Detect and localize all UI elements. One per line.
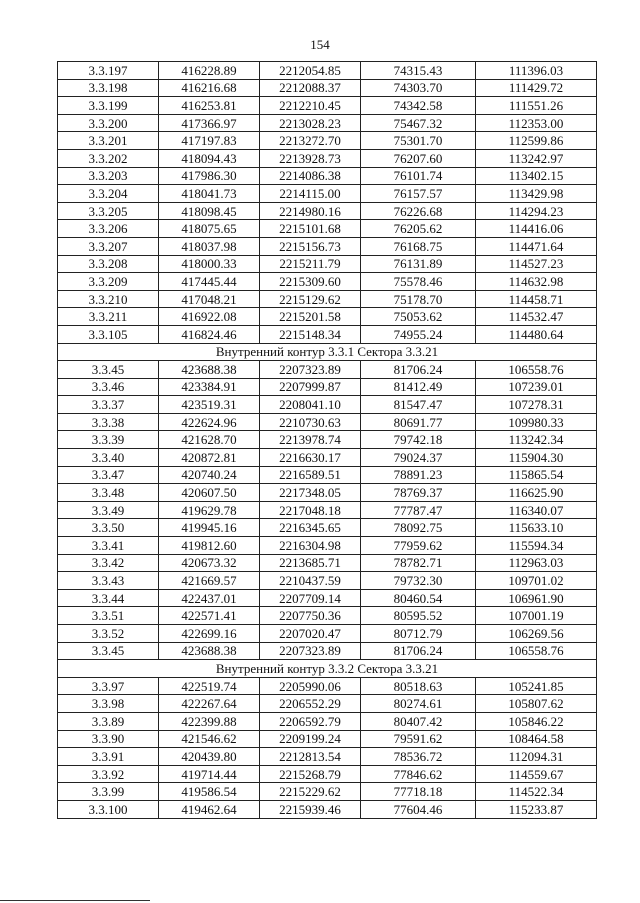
coord-y-cell: 2216304.98 — [260, 537, 361, 555]
coord-y-cell: 2215129.62 — [260, 290, 361, 308]
coord-y2-cell: 115594.34 — [476, 537, 597, 555]
coord-x2-cell: 80460.54 — [361, 589, 476, 607]
coord-x2-cell: 77604.46 — [361, 800, 476, 818]
coord-y2-cell: 107239.01 — [476, 378, 597, 396]
coord-y2-cell: 114632.98 — [476, 273, 597, 291]
coord-x2-cell: 80518.63 — [361, 677, 476, 695]
table-row — [58, 730, 597, 748]
table-row — [58, 255, 597, 273]
coord-y2-cell: 114458.71 — [476, 290, 597, 308]
coord-x2-cell: 79742.18 — [361, 431, 476, 449]
coord-y-cell: 2212088.37 — [260, 79, 361, 97]
coord-x2-cell: 75053.62 — [361, 308, 476, 326]
point-id-cell: 3.3.89 — [58, 712, 159, 730]
table-row — [58, 501, 597, 519]
coord-y2-cell: 114416.06 — [476, 220, 597, 238]
coord-y-cell: 2206592.79 — [260, 712, 361, 730]
coord-x2-cell: 81412.49 — [361, 378, 476, 396]
coord-y-cell: 2207323.89 — [260, 361, 361, 379]
coord-y2-cell: 111429.72 — [476, 79, 597, 97]
coord-x-cell: 423384.91 — [159, 378, 260, 396]
coord-y-cell: 2210437.59 — [260, 572, 361, 590]
coord-y2-cell: 106558.76 — [476, 642, 597, 660]
coord-x-cell: 417986.30 — [159, 167, 260, 185]
point-id-cell: 3.3.42 — [58, 554, 159, 572]
table-row — [58, 695, 597, 713]
section-header-row — [58, 660, 597, 678]
coord-y-cell: 2207323.89 — [260, 642, 361, 660]
coord-y-cell: 2207020.47 — [260, 625, 361, 643]
coord-x-cell: 418000.33 — [159, 255, 260, 273]
point-id-cell: 3.3.99 — [58, 783, 159, 801]
point-id-cell: 3.3.97 — [58, 677, 159, 695]
coord-x2-cell: 75178.70 — [361, 290, 476, 308]
coordinates-table-body — [58, 62, 597, 819]
coord-y2-cell: 112094.31 — [476, 748, 597, 766]
coord-y2-cell: 116340.07 — [476, 501, 597, 519]
coord-x-cell: 420673.32 — [159, 554, 260, 572]
coord-x-cell: 421669.57 — [159, 572, 260, 590]
point-id-cell: 3.3.206 — [58, 220, 159, 238]
coord-x-cell: 422437.01 — [159, 589, 260, 607]
coord-y2-cell: 111551.26 — [476, 97, 597, 115]
table-row — [58, 712, 597, 730]
coord-x-cell: 417197.83 — [159, 132, 260, 150]
table-row — [58, 519, 597, 537]
coord-y2-cell: 114480.64 — [476, 325, 597, 343]
coord-x2-cell: 74342.58 — [361, 97, 476, 115]
coord-x2-cell: 74303.70 — [361, 79, 476, 97]
coord-y-cell: 2215211.79 — [260, 255, 361, 273]
coord-y2-cell: 113402.15 — [476, 167, 597, 185]
coord-x-cell: 420439.80 — [159, 748, 260, 766]
table-row — [58, 325, 597, 343]
table-row — [58, 537, 597, 555]
table-row — [58, 167, 597, 185]
coord-y2-cell: 113429.98 — [476, 185, 597, 203]
coord-x-cell: 416253.81 — [159, 97, 260, 115]
coord-y-cell: 2216589.51 — [260, 466, 361, 484]
coord-x2-cell: 77846.62 — [361, 765, 476, 783]
table-row — [58, 202, 597, 220]
coord-y-cell: 2207750.36 — [260, 607, 361, 625]
coord-x2-cell: 76131.89 — [361, 255, 476, 273]
point-id-cell: 3.3.92 — [58, 765, 159, 783]
coord-y-cell: 2217048.18 — [260, 501, 361, 519]
coord-y2-cell: 107001.19 — [476, 607, 597, 625]
coord-x2-cell: 76207.60 — [361, 149, 476, 167]
coord-y2-cell: 114522.34 — [476, 783, 597, 801]
point-id-cell: 3.3.197 — [58, 62, 159, 80]
coord-x2-cell: 80691.77 — [361, 413, 476, 431]
point-id-cell: 3.3.201 — [58, 132, 159, 150]
coord-x2-cell: 78782.71 — [361, 554, 476, 572]
coord-x-cell: 423519.31 — [159, 396, 260, 414]
coord-x2-cell: 75467.32 — [361, 114, 476, 132]
coord-y2-cell: 115865.54 — [476, 466, 597, 484]
table-row — [58, 607, 597, 625]
point-id-cell: 3.3.41 — [58, 537, 159, 555]
coord-y-cell: 2214115.00 — [260, 185, 361, 203]
point-id-cell: 3.3.46 — [58, 378, 159, 396]
coord-y-cell: 2213028.23 — [260, 114, 361, 132]
footer-rule — [0, 900, 150, 901]
coord-x2-cell: 75301.70 — [361, 132, 476, 150]
table-row — [58, 449, 597, 467]
coord-y-cell: 2215268.79 — [260, 765, 361, 783]
coord-y-cell: 2215229.62 — [260, 783, 361, 801]
coord-x2-cell: 81706.24 — [361, 642, 476, 660]
coord-x2-cell: 78536.72 — [361, 748, 476, 766]
coord-x-cell: 418041.73 — [159, 185, 260, 203]
coord-y2-cell: 114532.47 — [476, 308, 597, 326]
point-id-cell: 3.3.43 — [58, 572, 159, 590]
coord-x-cell: 419714.44 — [159, 765, 260, 783]
coord-y2-cell: 107278.31 — [476, 396, 597, 414]
point-id-cell: 3.3.40 — [58, 449, 159, 467]
point-id-cell: 3.3.200 — [58, 114, 159, 132]
coord-x-cell: 422624.96 — [159, 413, 260, 431]
table-row — [58, 308, 597, 326]
coord-y-cell: 2213685.71 — [260, 554, 361, 572]
table-row — [58, 800, 597, 818]
coord-y-cell: 2213928.73 — [260, 149, 361, 167]
point-id-cell: 3.3.47 — [58, 466, 159, 484]
coord-x2-cell: 77959.62 — [361, 537, 476, 555]
table-row — [58, 554, 597, 572]
point-id-cell: 3.3.45 — [58, 361, 159, 379]
point-id-cell: 3.3.203 — [58, 167, 159, 185]
table-row — [58, 132, 597, 150]
coord-x-cell: 418075.65 — [159, 220, 260, 238]
coord-y2-cell: 114294.23 — [476, 202, 597, 220]
coord-x2-cell: 77718.18 — [361, 783, 476, 801]
coord-x2-cell: 79024.37 — [361, 449, 476, 467]
coord-x-cell: 419586.54 — [159, 783, 260, 801]
point-id-cell: 3.3.48 — [58, 484, 159, 502]
coord-x-cell: 417048.21 — [159, 290, 260, 308]
coord-y2-cell: 109701.02 — [476, 572, 597, 590]
coord-y2-cell: 108464.58 — [476, 730, 597, 748]
coord-y2-cell: 105846.22 — [476, 712, 597, 730]
coord-x2-cell: 78769.37 — [361, 484, 476, 502]
table-row — [58, 62, 597, 80]
coord-x2-cell: 75578.46 — [361, 273, 476, 291]
coord-x-cell: 420740.24 — [159, 466, 260, 484]
coord-x-cell: 416922.08 — [159, 308, 260, 326]
table-row — [58, 149, 597, 167]
coord-y2-cell: 109980.33 — [476, 413, 597, 431]
coord-y-cell: 2209199.24 — [260, 730, 361, 748]
point-id-cell: 3.3.98 — [58, 695, 159, 713]
point-id-cell: 3.3.204 — [58, 185, 159, 203]
coord-y2-cell: 115633.10 — [476, 519, 597, 537]
coord-y-cell: 2208041.10 — [260, 396, 361, 414]
point-id-cell: 3.3.39 — [58, 431, 159, 449]
coord-y2-cell: 106558.76 — [476, 361, 597, 379]
point-id-cell: 3.3.208 — [58, 255, 159, 273]
point-id-cell: 3.3.210 — [58, 290, 159, 308]
coord-y-cell: 2207709.14 — [260, 589, 361, 607]
coord-x-cell: 421628.70 — [159, 431, 260, 449]
point-id-cell: 3.3.209 — [58, 273, 159, 291]
coord-x-cell: 422571.41 — [159, 607, 260, 625]
coord-x2-cell: 78891.23 — [361, 466, 476, 484]
table-row — [58, 765, 597, 783]
coord-x2-cell: 76101.74 — [361, 167, 476, 185]
coord-y-cell: 2205990.06 — [260, 677, 361, 695]
coord-x2-cell: 78092.75 — [361, 519, 476, 537]
coord-y-cell: 2212054.85 — [260, 62, 361, 80]
coord-x-cell: 421546.62 — [159, 730, 260, 748]
point-id-cell: 3.3.90 — [58, 730, 159, 748]
coord-x2-cell: 80274.61 — [361, 695, 476, 713]
coord-y2-cell: 114527.23 — [476, 255, 597, 273]
section-header-row — [58, 343, 597, 361]
table-row — [58, 783, 597, 801]
coord-y-cell: 2215939.46 — [260, 800, 361, 818]
coord-y-cell: 2213272.70 — [260, 132, 361, 150]
coord-y2-cell: 113242.34 — [476, 431, 597, 449]
coord-x-cell: 420872.81 — [159, 449, 260, 467]
coord-x-cell: 419812.60 — [159, 537, 260, 555]
coord-y-cell: 2212210.45 — [260, 97, 361, 115]
section-title: Внутренний контур 3.3.1 Сектора 3.3.21 — [58, 343, 597, 361]
coord-x-cell: 422399.88 — [159, 712, 260, 730]
point-id-cell: 3.3.100 — [58, 800, 159, 818]
coord-y2-cell: 105241.85 — [476, 677, 597, 695]
coord-x2-cell: 81706.24 — [361, 361, 476, 379]
coord-x2-cell: 76157.57 — [361, 185, 476, 203]
coord-y-cell: 2216345.65 — [260, 519, 361, 537]
point-id-cell: 3.3.202 — [58, 149, 159, 167]
coord-x-cell: 419462.64 — [159, 800, 260, 818]
table-row — [58, 466, 597, 484]
coord-x2-cell: 79591.62 — [361, 730, 476, 748]
coord-y2-cell: 114559.67 — [476, 765, 597, 783]
coord-x2-cell: 79732.30 — [361, 572, 476, 590]
table-row — [58, 431, 597, 449]
point-id-cell: 3.3.51 — [58, 607, 159, 625]
table-row — [58, 361, 597, 379]
coord-x-cell: 416228.89 — [159, 62, 260, 80]
coord-x-cell: 416824.46 — [159, 325, 260, 343]
coord-x-cell: 423688.38 — [159, 642, 260, 660]
coord-x-cell: 422699.16 — [159, 625, 260, 643]
coord-x-cell: 419629.78 — [159, 501, 260, 519]
coord-x-cell: 417366.97 — [159, 114, 260, 132]
coord-y-cell: 2214980.16 — [260, 202, 361, 220]
page-number: 154 — [310, 37, 330, 52]
coord-x2-cell: 74315.43 — [361, 62, 476, 80]
coord-x2-cell: 80595.52 — [361, 607, 476, 625]
coord-x-cell: 418037.98 — [159, 237, 260, 255]
table-row — [58, 185, 597, 203]
table-row — [58, 378, 597, 396]
point-id-cell: 3.3.205 — [58, 202, 159, 220]
coord-y2-cell: 112963.03 — [476, 554, 597, 572]
coord-y2-cell: 115904.30 — [476, 449, 597, 467]
coord-y-cell: 2216630.17 — [260, 449, 361, 467]
table-row — [58, 79, 597, 97]
coord-y2-cell: 106269.56 — [476, 625, 597, 643]
coord-x-cell: 423688.38 — [159, 361, 260, 379]
coord-y-cell: 2215101.68 — [260, 220, 361, 238]
point-id-cell: 3.3.198 — [58, 79, 159, 97]
coord-y2-cell: 113242.97 — [476, 149, 597, 167]
coord-y2-cell: 114471.64 — [476, 237, 597, 255]
table-row — [58, 589, 597, 607]
point-id-cell: 3.3.207 — [58, 237, 159, 255]
table-row — [58, 273, 597, 291]
table-row — [58, 484, 597, 502]
point-id-cell: 3.3.91 — [58, 748, 159, 766]
coord-y-cell: 2214086.38 — [260, 167, 361, 185]
coordinates-table — [57, 61, 597, 819]
table-row — [58, 220, 597, 238]
coord-x2-cell: 81547.47 — [361, 396, 476, 414]
coord-x2-cell: 76226.68 — [361, 202, 476, 220]
point-id-cell: 3.3.199 — [58, 97, 159, 115]
coord-y2-cell: 111396.03 — [476, 62, 597, 80]
point-id-cell: 3.3.38 — [58, 413, 159, 431]
coord-x2-cell: 76168.75 — [361, 237, 476, 255]
coord-x-cell: 418098.45 — [159, 202, 260, 220]
table-row — [58, 677, 597, 695]
coord-y-cell: 2217348.05 — [260, 484, 361, 502]
section-title: Внутренний контур 3.3.2 Сектора 3.3.21 — [58, 660, 597, 678]
coord-x-cell: 422519.74 — [159, 677, 260, 695]
table-row — [58, 572, 597, 590]
coord-y-cell: 2215156.73 — [260, 237, 361, 255]
coord-y-cell: 2206552.29 — [260, 695, 361, 713]
coord-y2-cell: 112353.00 — [476, 114, 597, 132]
coord-y2-cell: 105807.62 — [476, 695, 597, 713]
table-row — [58, 237, 597, 255]
point-id-cell: 3.3.44 — [58, 589, 159, 607]
coord-y-cell: 2210730.63 — [260, 413, 361, 431]
coord-x-cell: 420607.50 — [159, 484, 260, 502]
coord-x-cell: 416216.68 — [159, 79, 260, 97]
coord-x2-cell: 74955.24 — [361, 325, 476, 343]
point-id-cell: 3.3.52 — [58, 625, 159, 643]
table-row — [58, 97, 597, 115]
coord-y2-cell: 115233.87 — [476, 800, 597, 818]
coord-x-cell: 417445.44 — [159, 273, 260, 291]
table-row — [58, 114, 597, 132]
table-row — [58, 748, 597, 766]
coord-y-cell: 2215309.60 — [260, 273, 361, 291]
coord-y2-cell: 106961.90 — [476, 589, 597, 607]
coord-x-cell: 418094.43 — [159, 149, 260, 167]
coord-y2-cell: 112599.86 — [476, 132, 597, 150]
point-id-cell: 3.3.211 — [58, 308, 159, 326]
coord-x2-cell: 77787.47 — [361, 501, 476, 519]
coord-y-cell: 2215201.58 — [260, 308, 361, 326]
point-id-cell: 3.3.49 — [58, 501, 159, 519]
point-id-cell: 3.3.45 — [58, 642, 159, 660]
table-row — [58, 642, 597, 660]
coord-x2-cell: 80407.42 — [361, 712, 476, 730]
point-id-cell: 3.3.105 — [58, 325, 159, 343]
table-row — [58, 625, 597, 643]
coord-x-cell: 419945.16 — [159, 519, 260, 537]
table-row — [58, 413, 597, 431]
coord-y-cell: 2213978.74 — [260, 431, 361, 449]
point-id-cell: 3.3.37 — [58, 396, 159, 414]
point-id-cell: 3.3.50 — [58, 519, 159, 537]
coord-y2-cell: 116625.90 — [476, 484, 597, 502]
table-row — [58, 396, 597, 414]
coord-y-cell: 2215148.34 — [260, 325, 361, 343]
coord-y-cell: 2207999.87 — [260, 378, 361, 396]
coord-x2-cell: 76205.62 — [361, 220, 476, 238]
coord-x-cell: 422267.64 — [159, 695, 260, 713]
table-row — [58, 290, 597, 308]
coord-x2-cell: 80712.79 — [361, 625, 476, 643]
coord-y-cell: 2212813.54 — [260, 748, 361, 766]
